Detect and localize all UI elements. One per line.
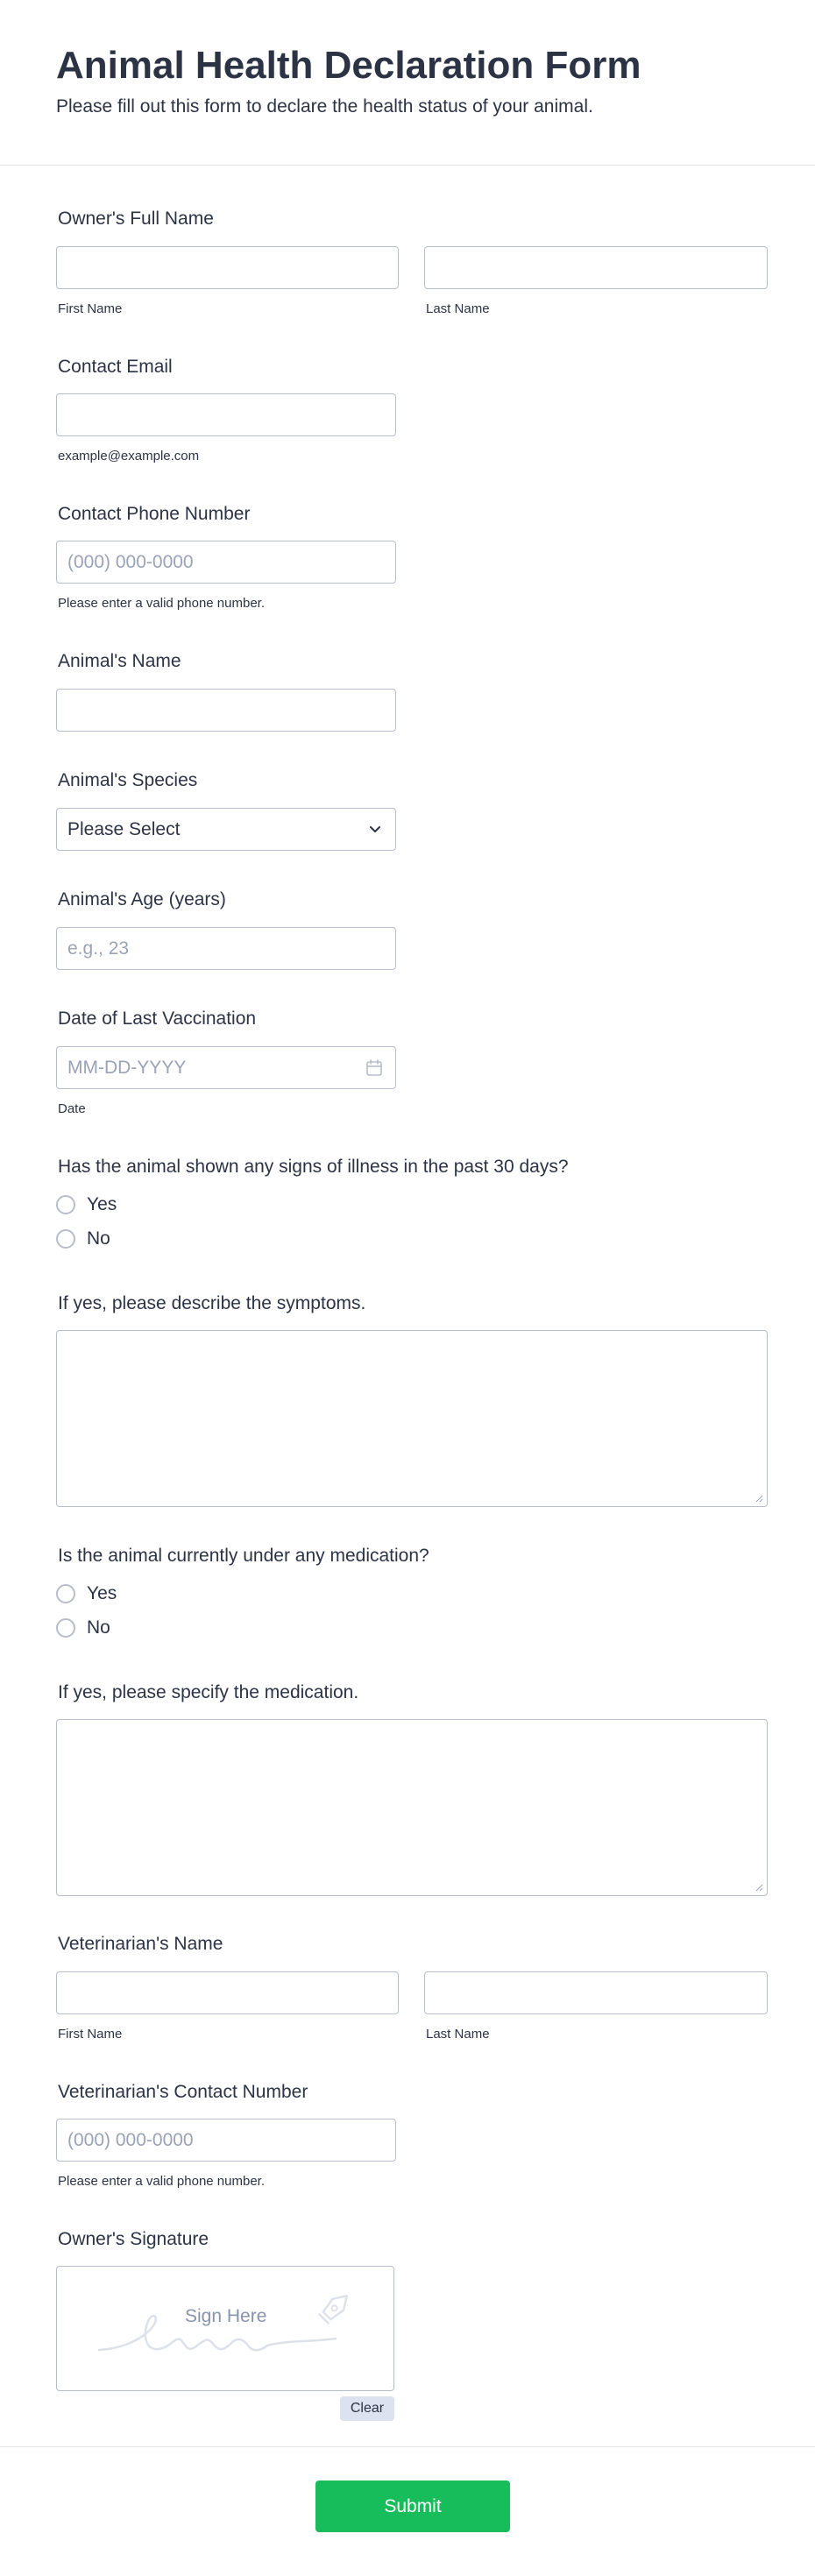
animal-name-label: Animal's Name <box>58 651 181 671</box>
vet-phone-placeholder: (000) 000-0000 <box>67 2129 194 2150</box>
illness-option-no-label: No <box>87 1228 110 1249</box>
footer-divider <box>0 2446 815 2447</box>
vet-first-name-input[interactable] <box>56 1971 399 2014</box>
animal-age-label: Animal's Age (years) <box>58 889 226 909</box>
owner-last-name-input[interactable] <box>424 246 768 289</box>
vet-phone-label: Veterinarian's Contact Number <box>58 2082 308 2102</box>
chevron-down-icon <box>367 821 383 837</box>
illness-option-no[interactable] <box>56 1228 110 1249</box>
animal-species-selected: Please Select <box>67 818 181 839</box>
illness-option-yes-label: Yes <box>87 1194 117 1214</box>
vet-last-name-input[interactable] <box>424 1971 768 2014</box>
resize-handle-icon[interactable] <box>755 1494 763 1503</box>
animal-species-label: Animal's Species <box>58 770 198 790</box>
radio-circle[interactable] <box>56 1618 75 1638</box>
medication-option-no-label: No <box>87 1617 110 1638</box>
medication-label: Is the animal currently under any medication? <box>58 1546 429 1566</box>
vet-phone-input[interactable] <box>56 2119 396 2162</box>
vet-first-name-sublabel: First Name <box>58 2027 123 2042</box>
animal-name-input[interactable] <box>56 689 396 732</box>
animal-age-placeholder: e.g., 23 <box>67 938 130 959</box>
form-subtitle: Please fill out this form to declare the health status of your animal. <box>56 96 593 117</box>
resize-handle-icon[interactable] <box>755 1883 763 1892</box>
vet-name-label: Veterinarian's Name <box>58 1934 223 1954</box>
symptoms-label: If yes, please describe the symptoms. <box>58 1293 366 1313</box>
radio-circle[interactable] <box>56 1229 75 1249</box>
signature-placeholder: Sign Here <box>185 2306 267 2326</box>
owner-first-name-sublabel: First Name <box>58 301 123 316</box>
signature-scribble-icon <box>57 2267 395 2392</box>
vet-last-name-sublabel: Last Name <box>426 2027 490 2042</box>
vet-phone-sublabel: Please enter a valid phone number. <box>58 2174 265 2189</box>
contact-email-sublabel: example@example.com <box>58 449 200 464</box>
signature-pad[interactable] <box>56 2266 394 2391</box>
contact-email-label: Contact Email <box>58 357 173 377</box>
owner-first-name-input[interactable] <box>56 246 399 289</box>
contact-phone-input[interactable] <box>56 541 396 584</box>
signature-label: Owner's Signature <box>58 2229 209 2249</box>
contact-phone-label: Contact Phone Number <box>58 504 251 524</box>
animal-age-input[interactable] <box>56 927 396 970</box>
contact-phone-sublabel: Please enter a valid phone number. <box>58 596 265 611</box>
medication-option-no[interactable] <box>56 1617 110 1638</box>
clear-signature-button[interactable]: Clear <box>340 2396 394 2421</box>
last-vaccination-input[interactable] <box>56 1046 396 1089</box>
illness-option-yes[interactable] <box>56 1194 117 1215</box>
contact-email-input[interactable] <box>56 393 396 436</box>
animal-species-select[interactable] <box>56 808 396 851</box>
medication-detail-textarea[interactable] <box>56 1719 768 1896</box>
symptoms-textarea[interactable] <box>56 1330 768 1507</box>
radio-circle[interactable] <box>56 1195 75 1214</box>
owner-name-label: Owner's Full Name <box>58 209 214 229</box>
medication-option-yes[interactable] <box>56 1583 117 1604</box>
submit-button[interactable]: Submit <box>315 2480 510 2532</box>
last-vaccination-sublabel: Date <box>58 1101 86 1116</box>
form-title: Animal Health Declaration Form <box>56 44 641 87</box>
form-header <box>0 0 815 166</box>
last-vaccination-placeholder: MM-DD-YYYY <box>67 1057 187 1078</box>
owner-last-name-sublabel: Last Name <box>426 301 490 316</box>
medication-detail-label: If yes, please specify the medication. <box>58 1682 359 1702</box>
calendar-icon[interactable] <box>365 1058 383 1078</box>
last-vaccination-label: Date of Last Vaccination <box>58 1008 257 1029</box>
contact-phone-placeholder: (000) 000-0000 <box>67 551 194 572</box>
radio-circle[interactable] <box>56 1584 75 1603</box>
medication-option-yes-label: Yes <box>87 1583 117 1603</box>
illness-label: Has the animal shown any signs of illness in the past 30 days? <box>58 1157 569 1177</box>
